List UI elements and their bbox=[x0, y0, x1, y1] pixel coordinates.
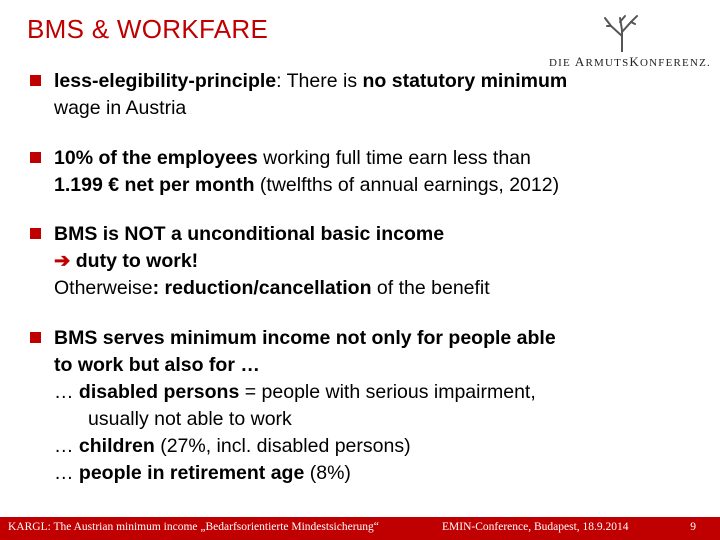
bullet-text: less-elegibility-principle bbox=[54, 70, 277, 92]
bullet-text: duty to work! bbox=[75, 250, 199, 272]
bullet-text: Otherweise bbox=[54, 277, 153, 299]
bullet-marker-icon bbox=[30, 228, 41, 239]
bullet-text: (27%, incl. disabled persons) bbox=[154, 435, 411, 457]
bullet-line bbox=[54, 68, 710, 95]
bullet-text: people in retirement age bbox=[78, 462, 305, 484]
bullet-text: of the benefit bbox=[371, 277, 490, 299]
bullet-item bbox=[30, 145, 710, 199]
bullet-marker-icon bbox=[30, 75, 41, 86]
bullet-text: BMS serves minimum income not only for people able bbox=[54, 327, 556, 349]
bullet-text: (8%) bbox=[304, 462, 351, 484]
bullet-text: BMS is NOT a unconditional basic income bbox=[54, 223, 445, 245]
page-number: 9 bbox=[690, 521, 696, 533]
bullet-line bbox=[54, 460, 710, 487]
armutskonferenz-logo bbox=[535, 12, 710, 74]
bullet-text: : There is bbox=[276, 70, 363, 92]
bullet-text: … bbox=[54, 381, 79, 403]
footer-conference: EMIN-Conference, Budapest, 18.9.2014 bbox=[442, 521, 629, 533]
bullet-text: children bbox=[78, 435, 155, 457]
bullet-text: (twelfths of annual earnings, 2012) bbox=[254, 174, 560, 196]
bullet-text: : reduction/cancellation bbox=[152, 277, 372, 299]
bullet-line bbox=[54, 379, 710, 406]
bullet-item bbox=[30, 325, 710, 487]
bullet-marker-icon bbox=[30, 152, 41, 163]
slide-title: BMS & WORKFARE bbox=[27, 14, 269, 44]
bullet-line bbox=[54, 406, 710, 433]
bullet-text: no statutory minimum bbox=[362, 70, 568, 92]
arrow-icon: ➔ bbox=[54, 250, 76, 272]
bullet-text: … bbox=[54, 435, 79, 457]
bullet-text: = people with serious impairment, bbox=[239, 381, 536, 403]
footer-bar bbox=[0, 517, 720, 540]
bullet-line bbox=[54, 95, 710, 122]
bullet-text: 1.199 € net per month bbox=[54, 174, 255, 196]
bullet-text: wage in Austria bbox=[54, 97, 187, 119]
bullet-item bbox=[30, 221, 710, 302]
footer-author-title: KARGL: The Austrian minimum income „Bedarfsorientierte Mindestsicherung“ bbox=[8, 521, 379, 533]
bullet-text: to work but also for … bbox=[54, 354, 260, 376]
bullet-item bbox=[30, 68, 710, 122]
bullet-line bbox=[54, 145, 710, 172]
bullet-text: 10% of the employees bbox=[54, 147, 258, 169]
bullet-text: usually not able to work bbox=[88, 408, 292, 430]
bullet-line bbox=[54, 221, 710, 248]
tree-icon bbox=[597, 12, 647, 52]
bullet-text: disabled persons bbox=[78, 381, 240, 403]
logo-wordmark: DIE ARMUTSKONFERENZ. bbox=[549, 54, 711, 69]
bullet-marker-icon bbox=[30, 332, 41, 343]
bullet-line bbox=[54, 275, 710, 302]
bullet-text: working full time earn less than bbox=[257, 147, 531, 169]
bullet-line bbox=[54, 172, 710, 199]
bullet-line bbox=[54, 352, 710, 379]
bullet-line bbox=[54, 433, 710, 460]
bullet-line bbox=[54, 325, 710, 352]
bullet-text: … bbox=[54, 462, 79, 484]
bullet-line bbox=[54, 248, 710, 275]
